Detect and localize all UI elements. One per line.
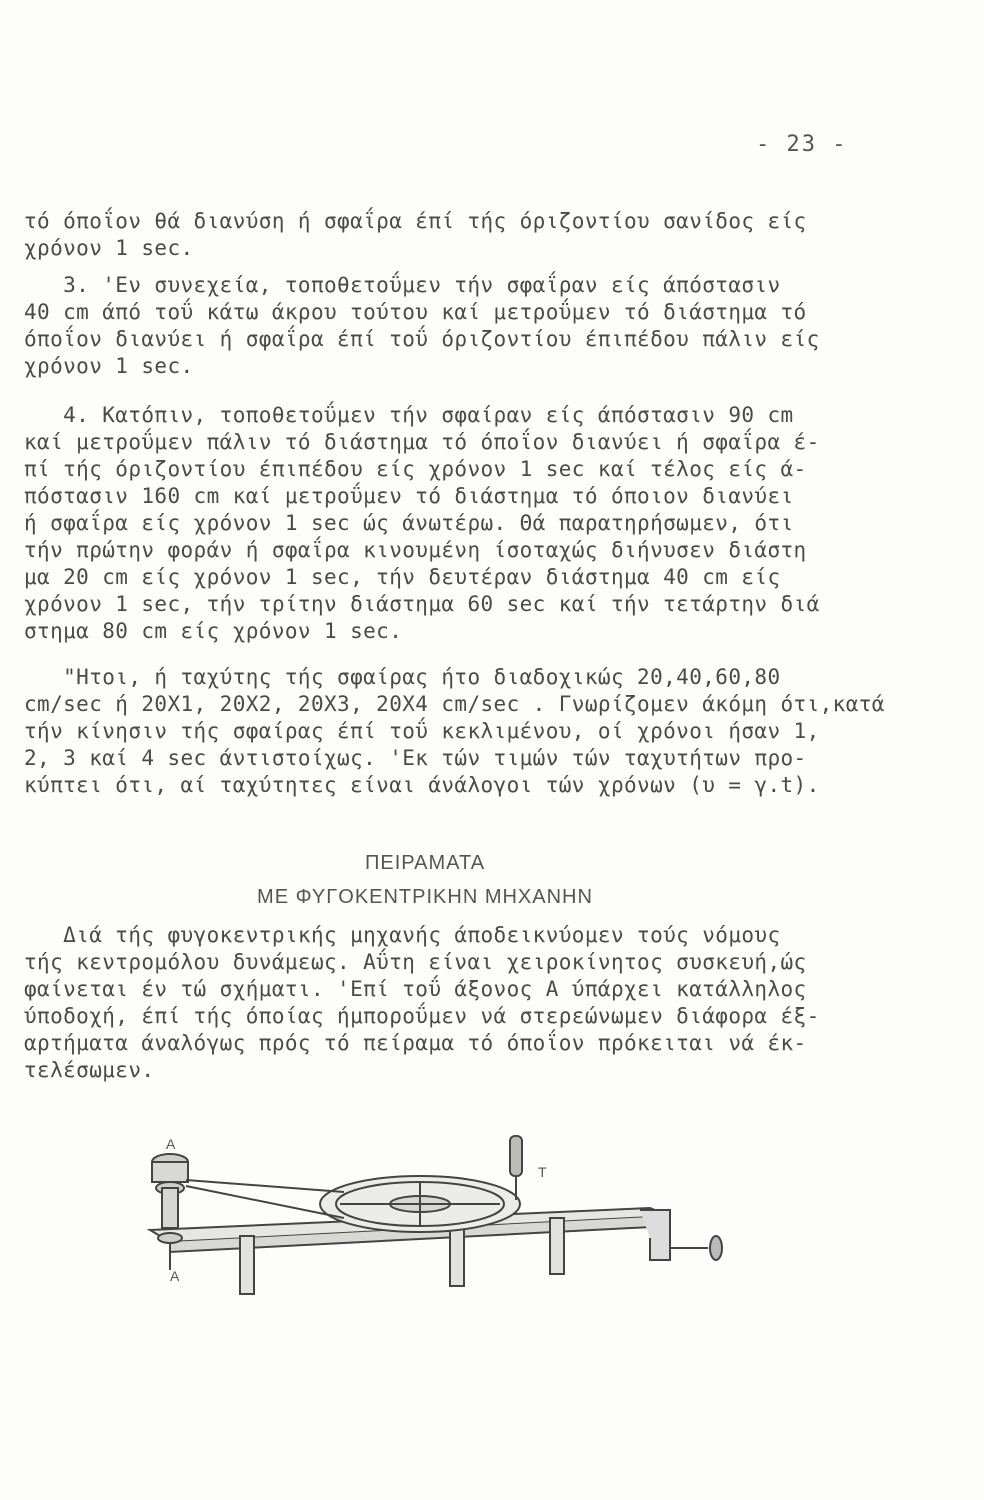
text-line: πί τής όριζοντίου έπιπέδου είς χρόνον 1 sec καί τέλος είς ά- xyxy=(24,457,807,481)
section-heading: ΠΕΙΡΑΜΑΤΑ xyxy=(364,852,486,874)
text-line: 3. 'Εν συνεχεία, τοποθετοΰμεν τήν σφαΐραν είς άπόστασιν xyxy=(24,273,781,297)
section-subheading: ΜΕ ΦΥΓΟΚΕΝΤΡΙΚΗΝ ΜΗΧΑΝΗΝ xyxy=(257,886,593,908)
text-line: χρόνον 1 sec. xyxy=(24,236,194,260)
text-line: στημα 80 cm είς χρόνον 1 sec. xyxy=(24,619,403,643)
figure-label-axis-bottom: Α xyxy=(170,1268,180,1284)
page-number: - 23 - xyxy=(756,132,848,157)
text-line: τής κεντρομόλου δυνάμεως. Αΰτη είναι χειροκίνητος συσκευή,ώς xyxy=(24,950,807,974)
paragraph-1 xyxy=(24,208,854,262)
paragraph-2 xyxy=(24,272,854,380)
figure-label-axis-top: Α xyxy=(166,1136,176,1152)
text-line: χρόνον 1 sec, τήν τρίτην διάστημα 60 sec καί τήν τετάρτην διά xyxy=(24,592,820,616)
text-line: 40 cm άπό τοΰ κάτω άκρου τούτου καί μετροΰμεν τό διάστημα τό xyxy=(24,300,807,324)
text-line: τελέσωμεν. xyxy=(24,1058,155,1082)
text-line: χρόνον 1 sec. xyxy=(24,354,194,378)
text-line: μα 20 cm είς χρόνον 1 sec, τήν δευτέραν διάστημα 40 cm είς xyxy=(24,565,781,589)
text-line: πόστασιν 160 cm καί μετροΰμεν τό διάστημα τό όποιον διανύει xyxy=(24,484,794,508)
paragraph-4 xyxy=(24,664,885,799)
text-line: cm/sec ή 20Χ1, 20Χ2, 20Χ3, 20Χ4 cm/sec . Γνωρίζομεν άκόμη ότι,κατά xyxy=(24,692,885,716)
text-line: "Ητοι, ή ταχύτης τής σφαίρας ήτο διαδοχικώς 20,40,60,80 xyxy=(24,665,781,689)
text-line: φαίνεται έν τώ σχήματι. 'Επί τοΰ άξονος Α ύπάρχει κατάλληλος xyxy=(24,977,807,1001)
centrifugal-machine-drawing xyxy=(130,1120,750,1310)
text-line: κύπτει ότι, αί ταχύτητες είναι άνάλογοι τών χρόνων (υ = γ.t). xyxy=(24,773,820,797)
paragraph-3 xyxy=(24,402,854,645)
text-line: τήν κίνησιν τής σφαίρας έπί τοΰ κεκλιμένου, οί χρόνοι ήσαν 1, xyxy=(24,719,820,743)
text-line: Διά τής φυγοκεντρικής μηχανής άποδεικνύομεν τούς νόμους xyxy=(24,923,781,947)
text-line: 4. Κατόπιν, τοποθετοΰμεν τήν σφαίραν είς άπόστασιν 90 cm xyxy=(24,403,794,427)
text-line: καί μετροΰμεν πάλιν τό διάστημα τό όποΐον διανύει ή σφαΐρα έ- xyxy=(24,430,820,454)
paragraph-5 xyxy=(24,922,854,1084)
centrifugal-machine-figure xyxy=(130,1120,750,1310)
text-line: τό όποΐον θά διανύση ή σφαΐρα έπί τής όριζοντίου σανίδος είς xyxy=(24,209,807,233)
text-line: αρτήματα άναλόγως πρός τό πείραμα τό όποΐον πρόκειται νά έκ- xyxy=(24,1031,807,1055)
text-line: ύποδοχή, έπί τής όποίας ήμποροΰμεν νά στερεώνωμεν διάφορα έξ- xyxy=(24,1004,820,1028)
text-line: τήν πρώτην φοράν ή σφαΐρα κινουμένη ίσοταχώς διήνυσεν διάστη xyxy=(24,538,807,562)
text-line: όποΐον διανύει ή σφαΐρα έπί τοΰ όριζοντίου έπιπέδου πάλιν είς xyxy=(24,327,820,351)
text-line: 2, 3 καί 4 sec άντιστοίχως. 'Εκ τών τιμών τών ταχυτήτων προ- xyxy=(24,746,807,770)
figure-label-handle: Τ xyxy=(538,1164,547,1180)
text-line: ή σφαΐρα είς χρόνον 1 sec ώς άνωτέρω. Θά παρατηρήσωμεν, ότι xyxy=(24,511,794,535)
